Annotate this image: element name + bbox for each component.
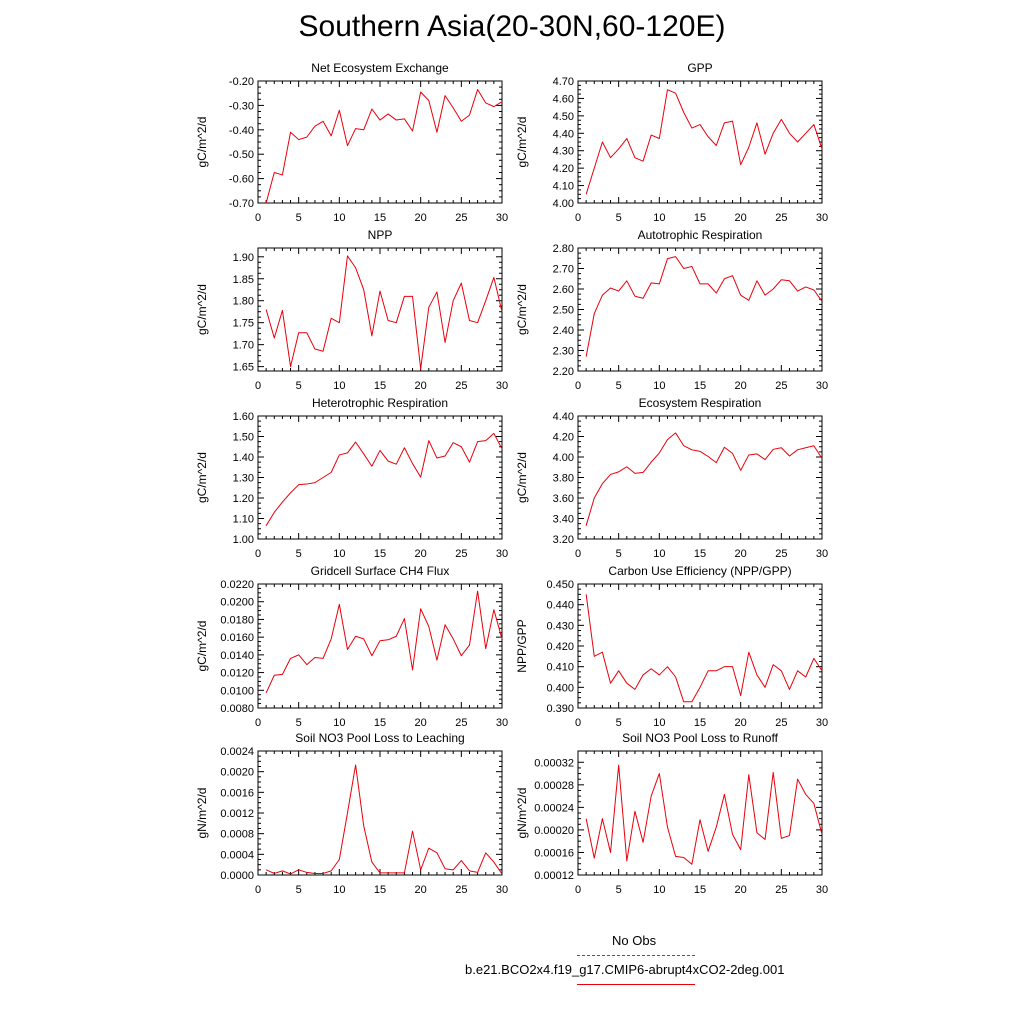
y-tick-label: -0.50	[228, 149, 254, 162]
y-tick-label: 0.0012	[220, 808, 254, 820]
plot-frame	[578, 248, 822, 371]
chart-title: Soil NO3 Pool Loss to Runoff	[622, 731, 778, 745]
y-tick-label: 1.85	[232, 273, 254, 286]
chart-panel	[515, 228, 828, 392]
y-tick-label: 0.0080	[220, 703, 254, 715]
y-tick-label: -0.20	[228, 76, 254, 88]
x-tick-label: 30	[815, 212, 829, 224]
x-tick-label: 5	[615, 548, 622, 560]
series-line	[266, 765, 502, 874]
y-axis-label: gC/m^2/d	[515, 116, 529, 168]
y-axis-label: gN/m^2/d	[515, 787, 529, 839]
x-tick-label: 25	[775, 548, 788, 560]
x-tick-label: 30	[495, 717, 509, 729]
y-tick-label: 0.0024	[220, 746, 254, 758]
y-tick-label: -0.70	[228, 198, 254, 210]
y-tick-label: 0.0100	[220, 685, 254, 698]
y-tick-label: 0.00032	[534, 757, 574, 770]
plot-frame	[258, 248, 502, 371]
x-tick-label: 30	[815, 380, 829, 392]
series-line	[586, 765, 822, 864]
x-tick-label: 5	[615, 212, 622, 224]
x-tick-label: 5	[615, 884, 622, 896]
x-tick-label: 30	[495, 380, 509, 392]
y-axis-label: gN/m^2/d	[195, 787, 209, 839]
y-tick-label: 1.00	[232, 534, 254, 546]
chart-panel	[515, 396, 828, 560]
series-line	[266, 433, 502, 525]
series-line	[586, 257, 822, 357]
x-tick-label: 5	[295, 548, 302, 560]
y-tick-label: -0.60	[228, 173, 254, 186]
x-tick-label: 10	[333, 884, 346, 896]
y-tick-label: 1.70	[232, 339, 254, 352]
x-tick-label: 25	[455, 380, 468, 392]
chart-title: Soil NO3 Pool Loss to Leaching	[295, 731, 465, 745]
y-tick-label: 2.20	[552, 366, 574, 378]
x-tick-label: 20	[414, 884, 427, 896]
x-tick-label: 15	[373, 717, 387, 729]
y-tick-label: 0.390	[546, 703, 574, 715]
x-tick-label: 25	[775, 380, 788, 392]
y-tick-label: 0.00016	[534, 847, 574, 860]
x-tick-label: 25	[775, 884, 788, 896]
plot-frame	[258, 751, 502, 875]
x-tick-label: 5	[295, 884, 302, 896]
x-tick-label: 20	[414, 380, 427, 392]
x-tick-label: 25	[455, 548, 468, 560]
y-tick-label: 2.80	[552, 243, 574, 255]
y-tick-label: 1.20	[232, 493, 254, 505]
y-tick-label: 1.40	[232, 452, 254, 464]
plot-frame	[578, 81, 822, 203]
x-tick-label: 20	[414, 717, 427, 729]
x-tick-label: 15	[693, 548, 707, 560]
x-tick-label: 15	[373, 884, 387, 896]
y-tick-label: 0.00028	[534, 779, 574, 792]
x-tick-label: 0	[254, 884, 262, 896]
series-line	[266, 591, 502, 693]
chart-title: Ecosystem Respiration	[638, 396, 762, 410]
y-tick-label: 0.410	[546, 661, 574, 674]
x-tick-label: 10	[333, 548, 346, 560]
chart-panel	[195, 396, 508, 560]
series-line	[586, 433, 822, 526]
y-tick-label: 1.75	[232, 317, 254, 330]
x-tick-label: 15	[373, 380, 387, 392]
x-tick-label: 10	[333, 380, 346, 392]
plot-frame	[578, 416, 822, 539]
y-tick-label: 0.420	[546, 641, 574, 653]
x-tick-label: 10	[653, 884, 666, 896]
x-tick-label: 0	[254, 212, 262, 224]
y-tick-label: 0.0120	[220, 667, 254, 680]
y-tick-label: 0.0016	[220, 787, 254, 800]
y-tick-label: 4.40	[552, 128, 574, 141]
y-axis-label: gC/m^2/d	[515, 284, 529, 335]
x-tick-label: 5	[615, 717, 622, 729]
y-tick-label: 0.0180	[220, 614, 254, 627]
x-tick-label: 10	[653, 212, 666, 224]
series-line	[266, 90, 502, 203]
x-tick-label: 20	[734, 884, 747, 896]
chart-title: Gridcell Surface CH4 Flux	[310, 564, 450, 578]
series-line	[266, 256, 502, 369]
x-tick-label: 10	[653, 548, 666, 560]
y-tick-label: 3.80	[552, 472, 574, 485]
y-tick-label: 0.00024	[534, 802, 574, 815]
y-tick-label: 1.10	[232, 513, 254, 526]
chart-title: Carbon Use Efficiency (NPP/GPP)	[608, 564, 792, 578]
y-tick-label: -0.40	[228, 124, 254, 137]
y-tick-label: 2.30	[552, 345, 574, 358]
x-tick-label: 30	[495, 548, 509, 560]
x-tick-label: 25	[775, 212, 788, 224]
y-tick-label: 4.10	[552, 180, 574, 193]
y-tick-label: 0.0140	[220, 649, 254, 662]
series-line	[586, 594, 822, 701]
chart-title: GPP	[687, 61, 713, 75]
x-tick-label: 0	[254, 548, 262, 560]
y-tick-label: 0.430	[546, 620, 574, 633]
chart-panel	[195, 731, 508, 896]
x-tick-label: 0	[574, 380, 582, 392]
y-tick-label: 3.20	[552, 534, 574, 546]
x-tick-label: 5	[615, 380, 622, 392]
legend-model-line	[577, 984, 695, 985]
chart-title: Autotrophic Respiration	[637, 228, 763, 242]
x-tick-label: 5	[295, 717, 302, 729]
y-tick-label: 1.60	[232, 411, 254, 423]
y-tick-label: 0.450	[546, 579, 574, 591]
y-axis-label: gC/m^2/d	[195, 620, 209, 672]
y-tick-label: 4.60	[552, 93, 574, 106]
chart-panel	[195, 228, 508, 392]
legend-model-label: b.e21.BCO2x4.f19_g17.CMIP6-abrupt4xCO2-2deg.001	[465, 962, 785, 977]
chart-title: NPP	[367, 228, 393, 242]
y-tick-label: 1.65	[232, 361, 254, 374]
x-tick-label: 0	[574, 548, 582, 560]
x-tick-label: 10	[333, 717, 346, 729]
y-axis-label: gC/m^2/d	[515, 452, 529, 503]
y-tick-label: 0.0004	[220, 849, 254, 862]
chart-panel	[195, 61, 508, 224]
chart-panel	[515, 564, 828, 729]
x-tick-label: 20	[734, 717, 747, 729]
x-tick-label: 15	[693, 380, 707, 392]
x-tick-label: 0	[574, 717, 582, 729]
x-tick-label: 15	[373, 548, 387, 560]
y-tick-label: 1.30	[232, 472, 254, 485]
series-line	[586, 90, 822, 195]
y-tick-label: 4.70	[552, 76, 574, 88]
plot-frame	[258, 81, 502, 203]
x-tick-label: 5	[295, 380, 302, 392]
x-tick-label: 15	[373, 212, 387, 224]
y-tick-label: 1.80	[232, 295, 254, 308]
y-tick-label: 3.40	[552, 513, 574, 526]
x-tick-label: 15	[693, 884, 707, 896]
x-tick-label: 25	[455, 717, 468, 729]
x-tick-label: 15	[693, 212, 707, 224]
y-tick-label: 0.0000	[220, 870, 254, 882]
x-tick-label: 30	[815, 717, 829, 729]
page-title: Southern Asia(20-30N,60-120E)	[298, 10, 726, 43]
x-tick-label: 0	[574, 212, 582, 224]
x-tick-label: 20	[414, 548, 427, 560]
chart-title: Net Ecosystem Exchange	[311, 61, 449, 75]
chart-panel	[515, 731, 828, 896]
y-tick-label: 2.60	[552, 284, 574, 296]
chart-title: Heterotrophic Respiration	[311, 396, 449, 410]
y-tick-label: 0.00020	[534, 824, 574, 837]
x-tick-label: 25	[775, 717, 788, 729]
y-tick-label: 4.00	[552, 198, 574, 210]
x-tick-label: 5	[295, 212, 302, 224]
plot-frame	[578, 584, 822, 708]
x-tick-label: 15	[693, 717, 707, 729]
y-tick-label: 0.0020	[220, 766, 254, 779]
x-tick-label: 0	[574, 884, 582, 896]
y-axis-label: gC/m^2/d	[195, 452, 209, 503]
y-tick-label: 0.0160	[220, 632, 254, 645]
x-tick-label: 20	[734, 212, 747, 224]
legend-obs-label: No Obs	[612, 933, 657, 948]
x-tick-label: 10	[653, 380, 666, 392]
x-tick-label: 30	[815, 884, 829, 896]
y-tick-label: 0.440	[546, 599, 574, 612]
x-tick-label: 30	[815, 548, 829, 560]
x-tick-label: 30	[495, 212, 509, 224]
x-tick-label: 10	[333, 212, 346, 224]
y-tick-label: 4.50	[552, 110, 574, 123]
y-tick-label: 1.50	[232, 431, 254, 444]
y-tick-label: 0.400	[546, 682, 574, 695]
chart-panel	[515, 61, 828, 224]
y-tick-label: 4.00	[552, 452, 574, 464]
y-tick-label: 0.00012	[534, 870, 574, 882]
y-tick-label: 4.30	[552, 145, 574, 158]
plot-frame	[258, 416, 502, 539]
x-tick-label: 0	[254, 717, 262, 729]
y-axis-label: NPP/GPP	[515, 619, 529, 673]
y-tick-label: 4.20	[552, 163, 574, 176]
y-axis-label: gC/m^2/d	[195, 116, 209, 168]
x-tick-label: 20	[414, 212, 427, 224]
x-tick-label: 30	[495, 884, 509, 896]
x-tick-label: 25	[455, 212, 468, 224]
legend-obs-line	[577, 955, 695, 956]
y-tick-label: 2.40	[552, 325, 574, 337]
y-tick-label: 4.40	[552, 411, 574, 423]
y-tick-label: 0.0200	[220, 596, 254, 609]
y-tick-label: 3.60	[552, 493, 574, 505]
chart-panel	[195, 564, 508, 729]
x-tick-label: 0	[254, 380, 262, 392]
x-tick-label: 20	[734, 380, 747, 392]
y-tick-label: 4.20	[552, 431, 574, 444]
y-tick-label: 0.0008	[220, 828, 254, 841]
plot-frame	[258, 584, 502, 708]
y-tick-label: 1.90	[232, 251, 254, 264]
x-tick-label: 10	[653, 717, 666, 729]
y-axis-label: gC/m^2/d	[195, 284, 209, 335]
x-tick-label: 20	[734, 548, 747, 560]
x-tick-label: 25	[455, 884, 468, 896]
y-tick-label: 0.0220	[220, 579, 254, 591]
y-tick-label: 2.50	[552, 304, 574, 317]
y-tick-label: 2.70	[552, 263, 574, 276]
y-tick-label: -0.30	[228, 100, 254, 113]
